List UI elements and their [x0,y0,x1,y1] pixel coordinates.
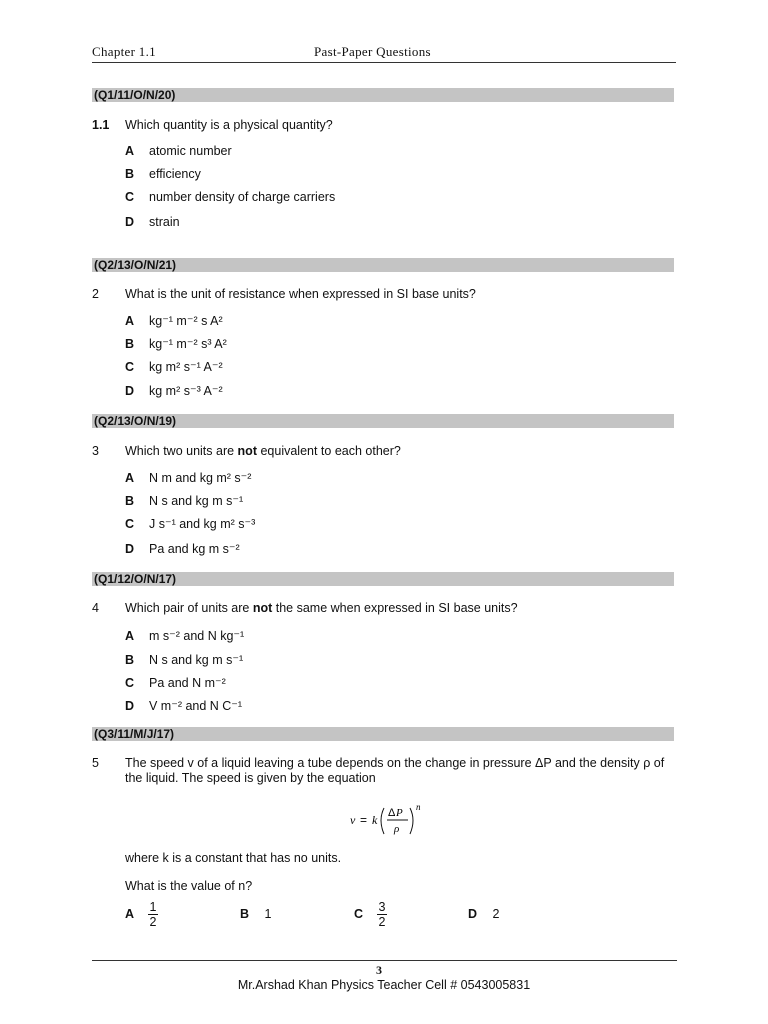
option-b: B 1 [240,907,272,921]
question-text: Which pair of units are not the same when expressed in SI base units? [125,601,518,615]
question-ref-bar: (Q1/12/O/N/17) [92,572,674,586]
speed-equation [350,800,430,840]
question-text: Which quantity is a physical quantity? [125,118,333,132]
option-b: B efficiency [125,167,201,181]
option-c: C kg m² s⁻¹ A⁻² [125,360,223,374]
option-d: D 2 [468,907,500,921]
option-b: B N s and kg m s⁻¹ [125,653,244,667]
option-a: A N m and kg m² s⁻² [125,471,252,485]
option-c: C number density of charge carriers [125,190,336,204]
question-ref-bar: (Q2/13/O/N/19) [92,414,674,428]
option-b: B N s and kg m s⁻¹ [125,494,244,508]
question-ref-bar: (Q3/11/M/J/17) [92,727,674,741]
question-number: 1.1 [92,118,110,132]
option-c: C $\frac{3}{2}$ [354,900,386,929]
svg-text:ρ: ρ [394,823,400,835]
svg-text:k: k [372,813,378,827]
option-b: B kg⁻¹ m⁻² s³ A² [125,337,227,351]
option-a: A atomic number [125,144,232,158]
option-c: C Pa and N m⁻² [125,676,226,690]
option-c: C J s⁻¹ and kg m² s⁻³ [125,517,256,531]
page-header [92,44,676,63]
option-d: D strain [125,215,180,229]
option-d: D Pa and kg m s⁻² [125,542,240,556]
footer-divider [92,960,677,961]
question-text-line4: What is the value of n? [125,879,253,893]
chapter-label: Chapter 1.1 [92,44,156,59]
question-ref-bar: (Q1/11/O/N/20) [92,88,674,102]
page-number: 3 [376,963,382,977]
question-text-line2: the liquid. The speed is given by the equation [125,771,376,785]
svg-text:=: = [360,813,368,827]
question-text-line1: The speed v of a liquid leaving a tube depends on the change in pressure ΔP and the density ρ of [125,756,665,770]
option-d: D kg m² s⁻³ A⁻² [125,384,223,398]
option-d: D V m⁻² and N C⁻¹ [125,699,243,713]
question-ref-bar: (Q2/13/O/N/21) [92,258,674,272]
option-a: A m s⁻² and N kg⁻¹ [125,629,245,643]
section-label: Past-Paper Questions [314,44,431,59]
svg-text:v: v [350,813,356,827]
question-number: 5 [92,756,99,770]
question-text: Which two units are not equivalent to each other? [125,444,401,458]
svg-text:Δ: Δ [388,807,396,819]
question-number: 4 [92,601,99,615]
svg-text:n: n [416,802,421,812]
question-text-line3: where k is a constant that has no units. [125,851,342,865]
question-text: What is the unit of resistance when expressed in SI base units? [125,287,476,301]
question-number: 2 [92,287,99,301]
svg-text:P: P [396,807,403,819]
option-a: A kg⁻¹ m⁻² s A² [125,314,223,328]
footer-credit: Mr.Arshad Khan Physics Teacher Cell # 0543005831 [237,978,531,992]
option-a: A $\frac{1}{2}$ [125,900,157,929]
question-number: 3 [92,444,99,458]
